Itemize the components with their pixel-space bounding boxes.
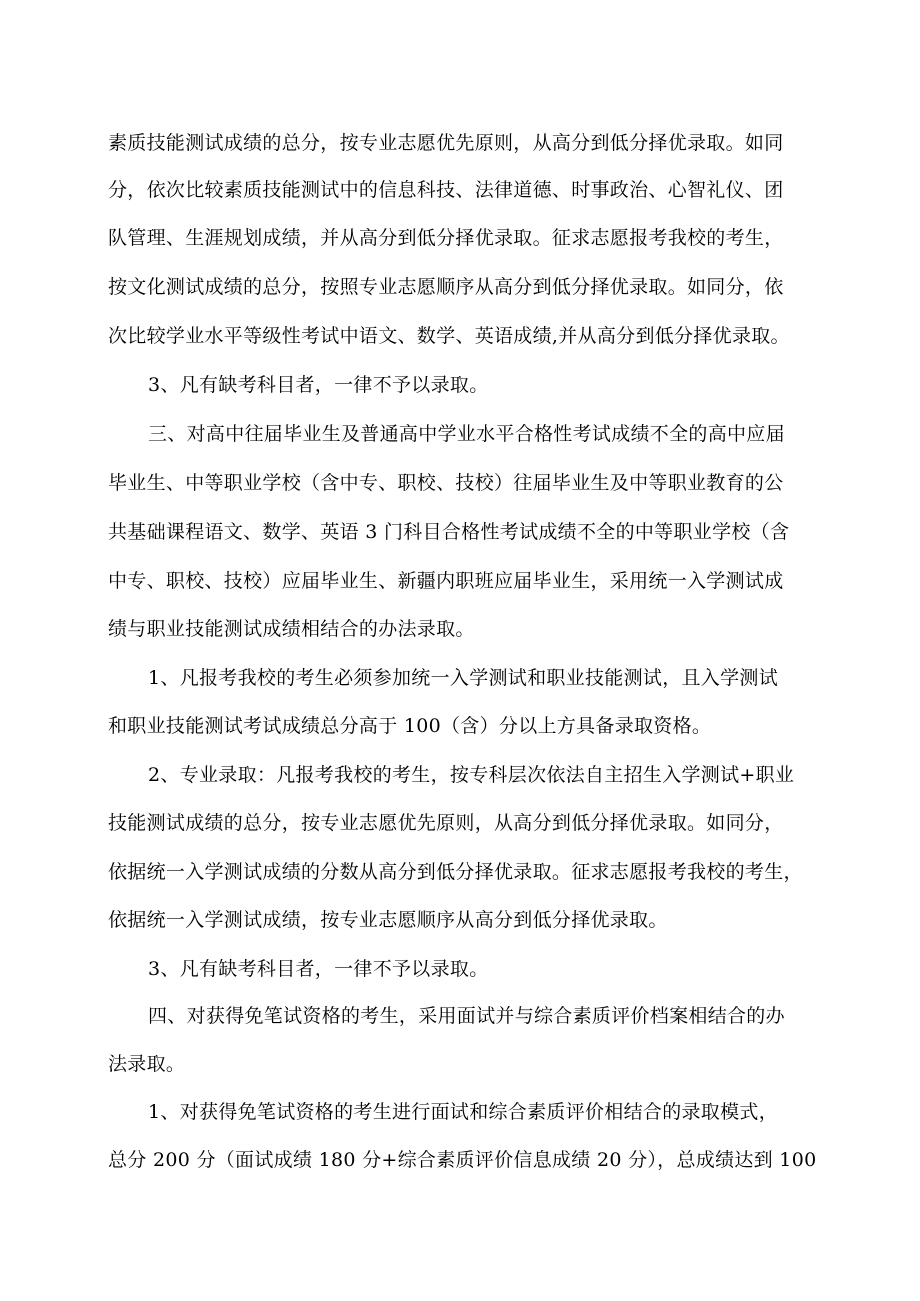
paragraph-line: 绩与职业技能测试成绩相结合的办法录取。 [108, 618, 475, 640]
paragraph-line: 依据统一入学测试成绩的分数从高分到低分择优录取。征求志愿报考我校的考生， [108, 861, 803, 883]
paragraph-line: 共基础课程语文、数学、英语 3 门科目合格性考试成绩不全的中等职业学校（含 [108, 521, 790, 543]
list-item: 3、凡有缺考科目者，一律不予以录取。 [148, 374, 489, 396]
paragraph-line: 素质技能测试成绩的总分，按专业志愿优先原则，从高分到低分择优录取。如同 [108, 132, 784, 154]
paragraph-line: 法录取。 [108, 1053, 186, 1075]
list-item: 3、凡有缺考科目者，一律不予以录取。 [148, 958, 489, 980]
paragraph-line: 总分 200 分（面试成绩 180 分+综合素质评价信息成绩 20 分），总成绩达到 100 [108, 1149, 817, 1171]
section-heading-line: 三、对高中往届毕业生及普通高中学业水平合格性考试成绩不全的高中应届 [148, 423, 785, 445]
list-item: 1、对获得免笔试资格的考生进行面试和综合素质评价相结合的录取模式， [148, 1101, 778, 1123]
paragraph-line: 按文化测试成绩的总分，按照专业志愿顺序从高分到低分择优录取。如同分，依 [108, 276, 784, 298]
paragraph-line: 技能测试成绩的总分，按专业志愿优先原则，从高分到低分择优录取。如同分， [108, 812, 784, 834]
paragraph-line: 分，依次比较素质技能测试中的信息科技、法律道德、时事政治、心智礼仪、团 [108, 179, 784, 201]
paragraph-line: 和职业技能测试考试成绩总分高于 100（含）分以上方具备录取资格。 [108, 715, 712, 737]
paragraph-line: 队管理、生涯规划成绩，并从高分到低分择优录取。征求志愿报考我校的考生， [108, 227, 784, 249]
list-item: 2、专业录取：凡报考我校的考生，按专科层次依法自主招生入学测试+职业 [148, 764, 795, 786]
paragraph-line: 毕业生、中等职业学校（含中专、职校、技校）往届毕业生及中等职业教育的公 [108, 472, 784, 494]
paragraph-line: 依据统一入学测试成绩，按专业志愿顺序从高分到低分择优录取。 [108, 909, 668, 931]
list-item: 1、凡报考我校的考生必须参加统一入学测试和职业技能测试，且入学测试 [148, 667, 778, 689]
section-heading-line: 四、对获得免笔试资格的考生，采用面试并与综合素质评价档案相结合的办 [148, 1005, 785, 1027]
paragraph-line: 次比较学业水平等级性考试中语文、数学、英语成绩,并从高分到低分择优录取。 [108, 325, 790, 347]
paragraph-line: 中专、职校、技校）应届毕业生、新疆内职班应届毕业生，采用统一入学测试成 [108, 570, 784, 592]
